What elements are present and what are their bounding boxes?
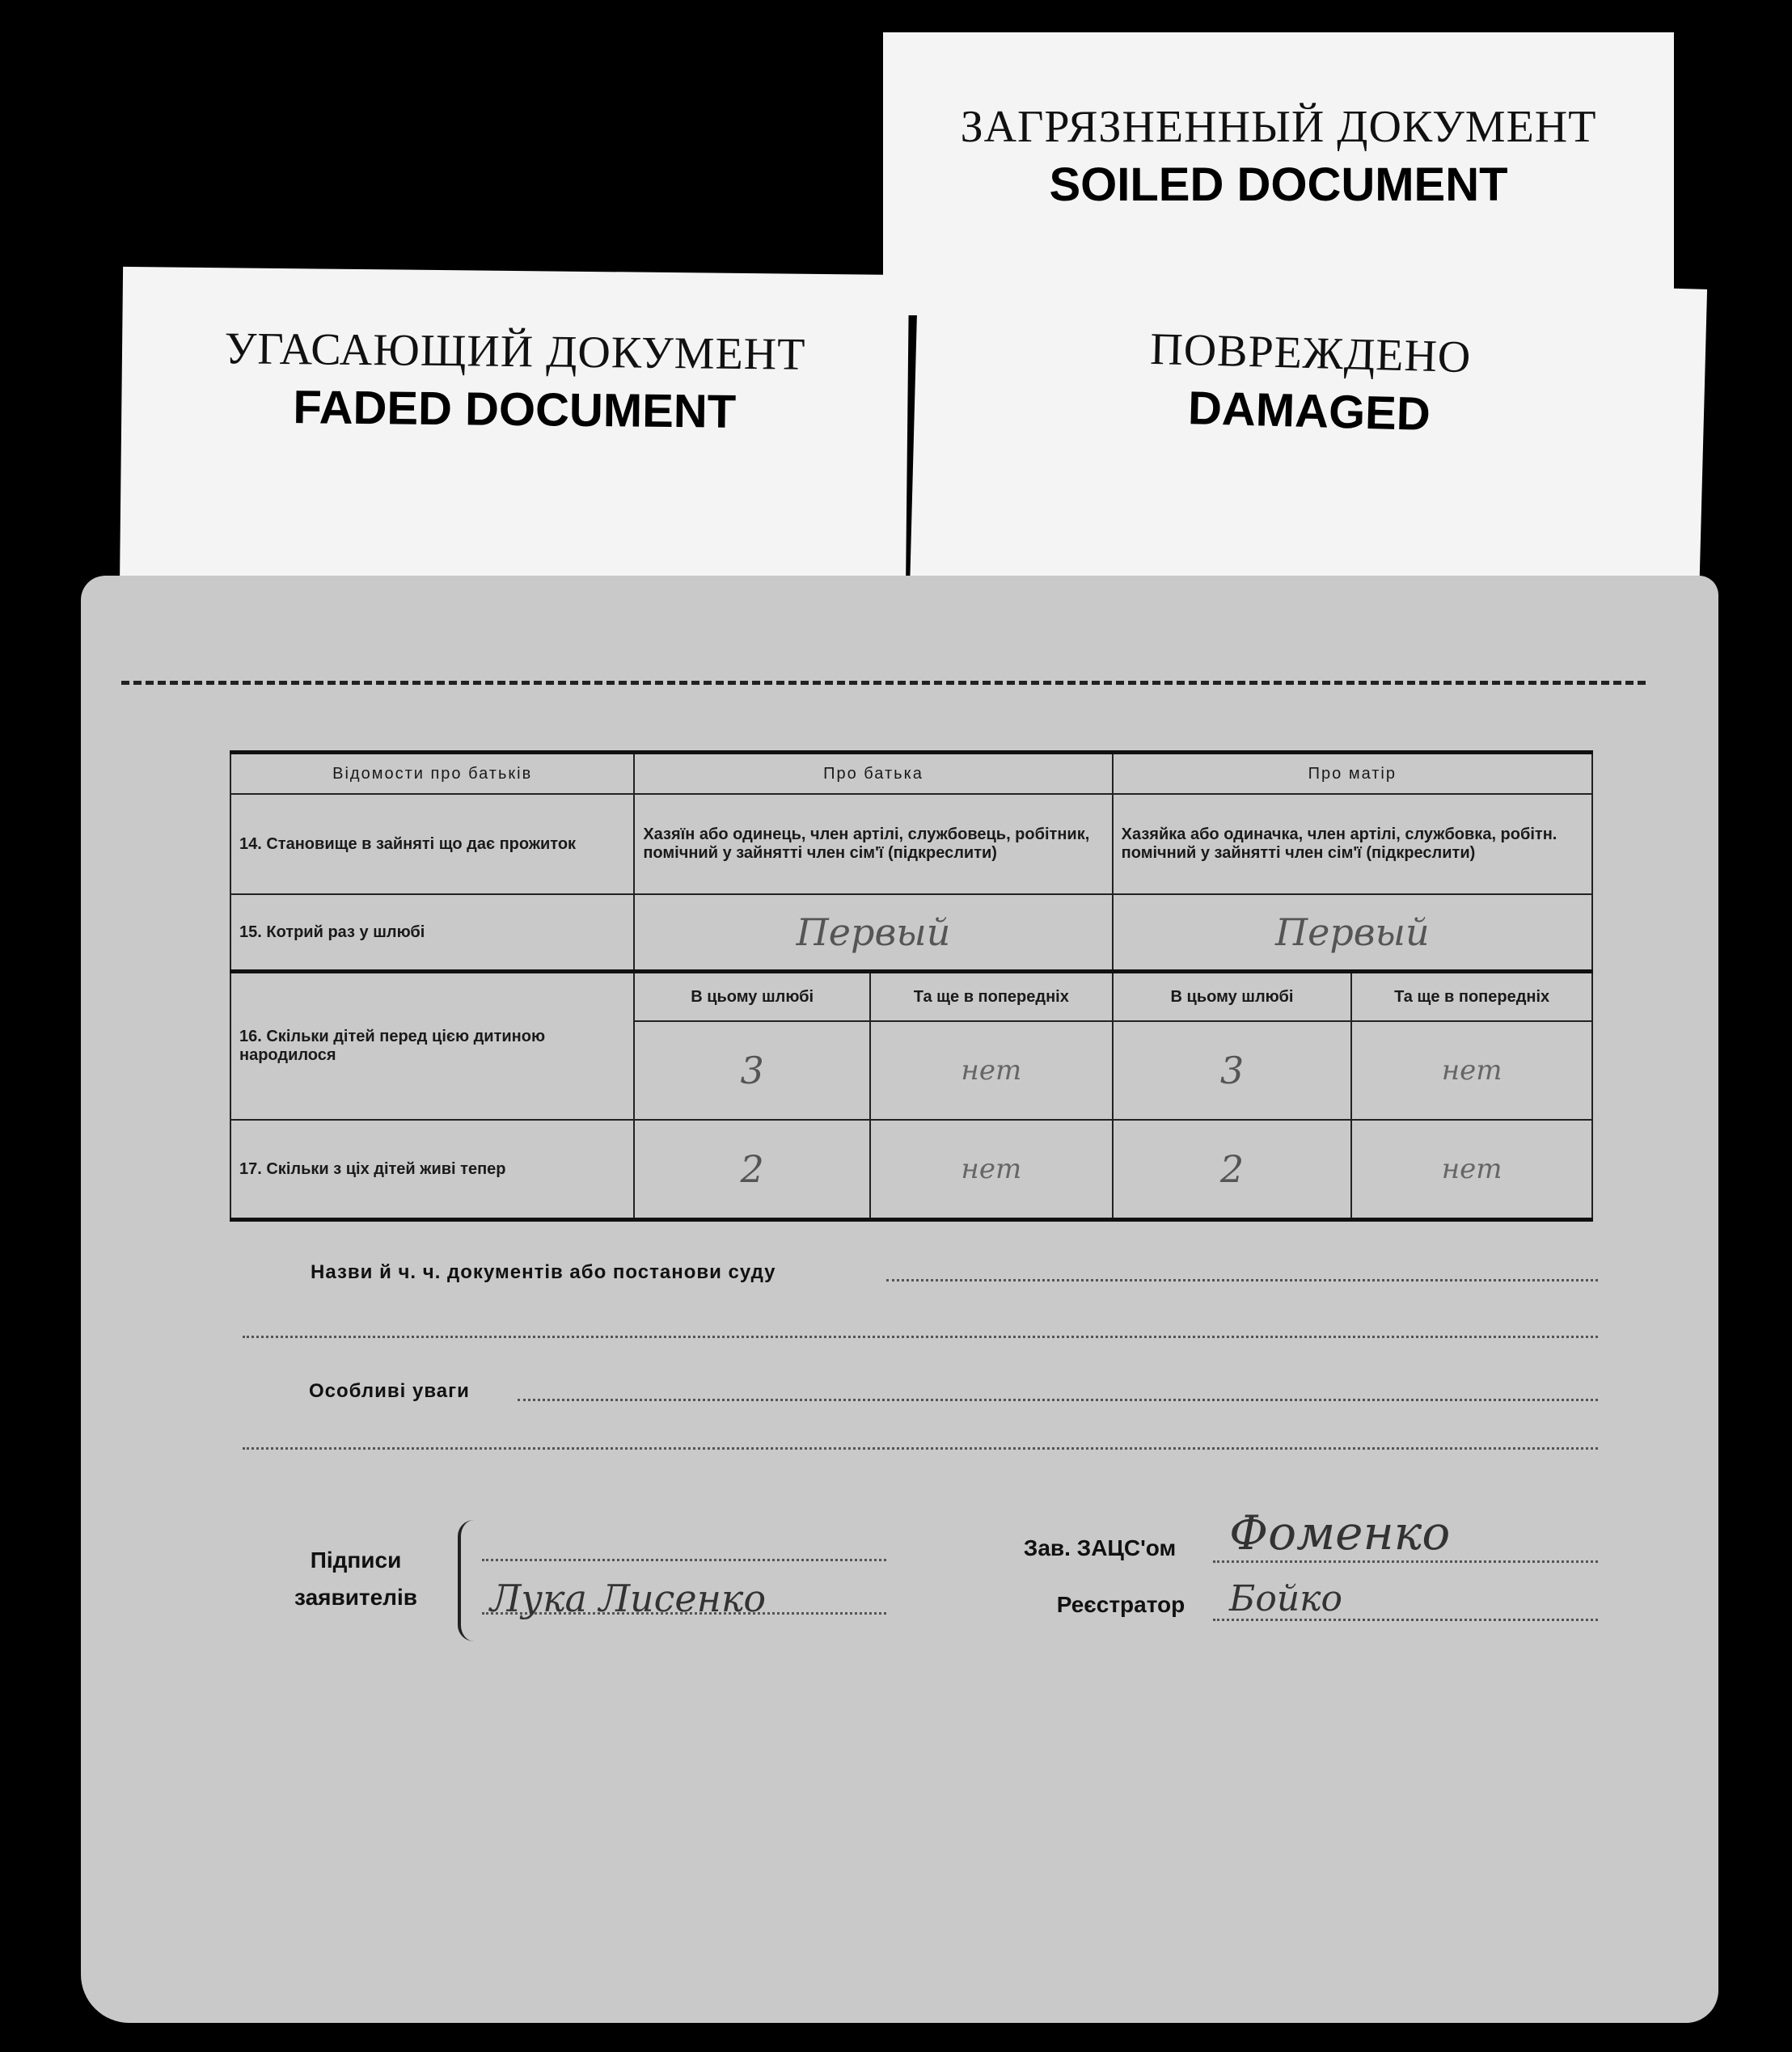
notes-dotted-line-2 <box>243 1447 1598 1450</box>
faded-document-card <box>120 267 909 598</box>
row17-mother-prev: нет <box>1351 1120 1592 1220</box>
row17-father-prev: нет <box>870 1120 1113 1220</box>
faded-card-en: FADED DOCUMENT <box>293 381 737 438</box>
row15-father: Первый <box>634 894 1112 972</box>
applicants-label: Підписи заявителів <box>294 1547 417 1610</box>
row16-father-this: 3 <box>634 1021 870 1120</box>
notes-dotted-line <box>518 1399 1598 1401</box>
row17-mother-this: 2 <box>1113 1120 1352 1220</box>
table-row <box>230 1120 1592 1220</box>
row16-mother-this: 3 <box>1113 1021 1352 1120</box>
applicants-brace <box>458 1520 477 1641</box>
row14-label: 14. Становище в зайняті що дає прожиток <box>230 794 634 894</box>
soiled-card-ru: ЗАГРЯЗНЕННЫЙ ДОКУМЕНТ <box>960 102 1597 152</box>
head-sig-line <box>1213 1560 1598 1563</box>
table-row <box>230 894 1592 972</box>
documents-dotted-line-2 <box>243 1336 1598 1338</box>
documents-dotted-line <box>886 1279 1598 1281</box>
damaged-card-en: DAMAGED <box>1187 382 1431 441</box>
documents-label: Назви й ч. ч. документів або постанови суду <box>311 1261 776 1283</box>
mother-this-marriage-header: В цьому шлюбі <box>1113 972 1352 1022</box>
row14-mother: Хазяйка або одиначка, член артілі, службовка, робітн. помічний у зайнятті член сім'ї (підкреслити) <box>1113 794 1592 894</box>
father-this-marriage-header: В цьому шлюбі <box>634 972 870 1022</box>
row16-father-prev: нет <box>870 1021 1113 1120</box>
perforation-line <box>121 681 1646 685</box>
soiled-card-en: SOILED DOCUMENT <box>1049 158 1508 211</box>
row17-label: 17. Скільки з ціх дітей живі тепер <box>230 1120 634 1220</box>
notes-label: Особливі уваги <box>309 1380 470 1402</box>
applicant-signature: Лука Лисенко <box>490 1577 767 1620</box>
row16-label: 16. Скільки дітей перед цією дитиною народилося <box>230 972 634 1121</box>
row15-label: 15. Котрий раз у шлюбі <box>230 894 634 972</box>
header-mother: Про матір <box>1113 753 1592 795</box>
subheader-row <box>230 972 1592 1022</box>
faded-card-ru: УГАСАЮЩИЙ ДОКУМЕНТ <box>224 323 806 380</box>
header-parents-info: Відомости про батьків <box>230 753 634 795</box>
row15-mother: Первый <box>1113 894 1592 972</box>
registrar-signature: Бойко <box>1229 1578 1342 1619</box>
table-header-row <box>230 753 1592 795</box>
header-father: Про батька <box>634 753 1112 795</box>
table-row <box>230 794 1592 894</box>
registrar-label: Реєстратор <box>1056 1592 1186 1617</box>
applicant-sig-line-1 <box>482 1559 886 1561</box>
row16-mother-prev: нет <box>1351 1021 1592 1120</box>
head-signature: Фоменко <box>1229 1505 1451 1560</box>
damaged-document-card <box>910 268 1707 612</box>
row17-father-this: 2 <box>634 1120 870 1220</box>
mother-previous-header: Та ще в попередніх <box>1351 972 1592 1022</box>
damaged-card-ru: ПОВРЕЖДЕНО <box>1149 323 1473 383</box>
row14-father: Хазяїн або одинець, член артілі, службовець, робітник, помічний у зайнятті член сім'ї (підкреслити) <box>634 794 1112 894</box>
father-previous-header: Та ще в попередніх <box>870 972 1113 1022</box>
registration-form-page <box>81 576 1718 2023</box>
parents-info-table <box>230 750 1593 1222</box>
head-zags-label: Зав. ЗАЦС'ом <box>1023 1535 1177 1560</box>
